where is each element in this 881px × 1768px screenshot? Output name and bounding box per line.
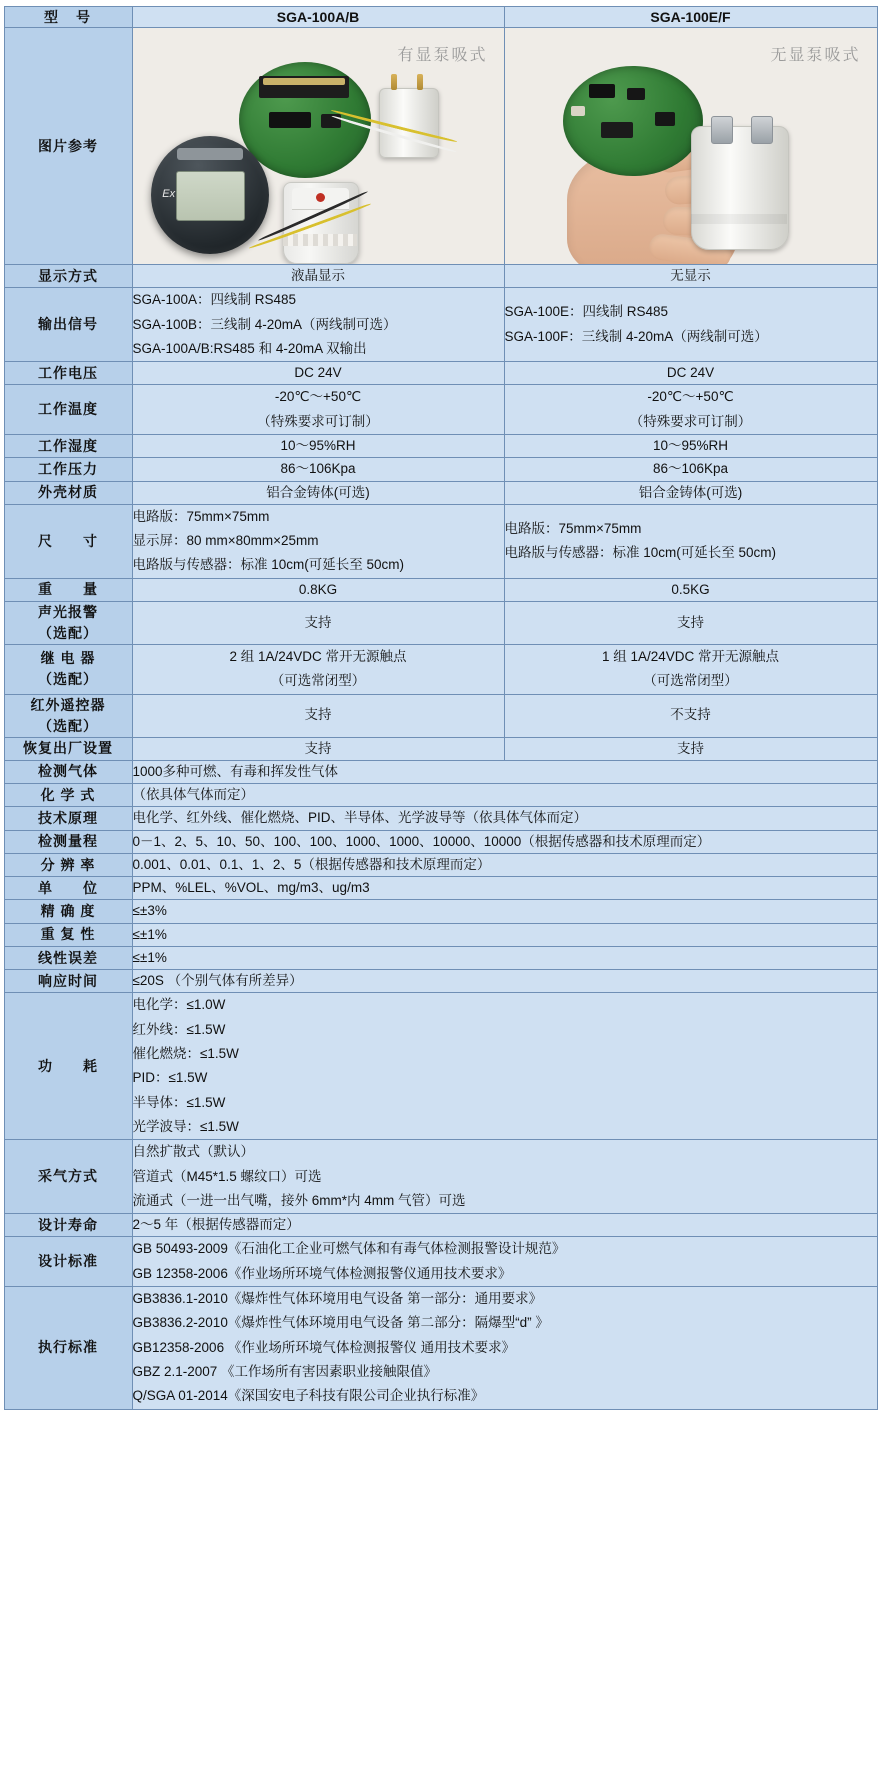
power-line-4: PID：≤1.5W: [132, 1070, 208, 1086]
row-temperature: [4, 385, 877, 435]
row-label-housing: 外壳材质: [4, 481, 132, 504]
row-factory-reset: [4, 737, 877, 760]
resolution-value: 0.001、0.01、0.1、1、2、5（根据传感器和技术原理而定）: [132, 853, 877, 876]
row-label-ir-remote-line1: 红外遥控器: [30, 696, 106, 713]
linearity-value: ≤±1%: [132, 946, 877, 969]
product-photo-a-b: Ex 有显泵吸式: [133, 28, 504, 264]
temperature-ab-line2: （特殊要求可订制）: [257, 413, 379, 429]
row-label-ir-remote: [4, 694, 132, 737]
photo-cell-left: [132, 28, 504, 265]
row-label-voltage: 工作电压: [4, 362, 132, 385]
dimensions-ef: [504, 504, 877, 578]
design-standard-line-1: GB 50493-2009《石油化工企业可燃气体和有毒气体检测报警设计规范》: [132, 1241, 566, 1257]
row-label-output-signal: 输出信号: [4, 288, 132, 362]
technology-value: 电化学、红外线、催化燃烧、PID、半导体、光学波导等（依具体气体而定）: [132, 807, 877, 830]
dimensions-ab-line1: 电路版：75mm×75mm: [132, 508, 270, 524]
output-signal-ef-line1: SGA-100E：四线制 RS485: [504, 304, 669, 320]
power-consumption-value: [132, 993, 877, 1140]
row-label-technology: 技术原理: [4, 807, 132, 830]
header-model-1: SGA-100A/B: [132, 7, 504, 28]
row-housing: [4, 481, 877, 504]
output-signal-ef-line2: SGA-100F：三线制 4-20mA（两线制可选）: [504, 328, 768, 344]
row-label-design-life: 设计寿命: [4, 1214, 132, 1237]
audible-alarm-ab: 支持: [132, 601, 504, 644]
relay-ef-line2: （可选常闭型）: [643, 673, 738, 689]
row-label-design-standard: 设计标准: [4, 1237, 132, 1287]
row-label-relay: [4, 644, 132, 694]
dimensions-ab-line2: 显示屏：80 mm×80mm×25mm: [132, 533, 319, 549]
pressure-ef: 86～106Kpa: [504, 458, 877, 481]
row-label-unit: 单 位: [4, 877, 132, 900]
row-ir-remote: [4, 694, 877, 737]
weight-ab: 0.8KG: [132, 578, 504, 601]
factory-reset-ab: 支持: [132, 737, 504, 760]
row-range: [4, 830, 877, 853]
chemical-formula-value: （依具体气体而定）: [132, 784, 877, 807]
row-label-temperature: 工作温度: [4, 385, 132, 435]
temperature-ab-line1: -20℃～+50℃: [274, 389, 362, 405]
temperature-ef-line2: （特殊要求可订制）: [629, 413, 752, 429]
exec-standard-value: [132, 1287, 877, 1409]
housing-ef: 铝合金铸体(可选): [504, 481, 877, 504]
output-signal-ab-line1: SGA-100A：四线制 RS485: [132, 292, 297, 308]
sampling-line-3: 流通式（一进一出气嘴，接外 6mm*内 4mm 气管）可选: [132, 1192, 466, 1208]
power-line-5: 半导体：≤1.5W: [132, 1094, 226, 1110]
power-line-3: 催化燃烧：≤1.5W: [132, 1046, 239, 1062]
housing-ab: 铝合金铸体(可选): [132, 481, 504, 504]
weight-ef: 0.5KG: [504, 578, 877, 601]
exec-standard-line-3: GB12358-2006 《作业场所环境气体检测报警仪 通用技术要求》: [132, 1339, 516, 1355]
dimensions-ab: [132, 504, 504, 578]
row-label-audible-alarm-line2: （选配）: [38, 624, 98, 641]
row-repeatability: [4, 923, 877, 946]
temperature-ab: [132, 385, 504, 435]
sampling-method-value: [132, 1140, 877, 1214]
output-signal-ef: [504, 288, 877, 362]
row-label-accuracy: 精 确 度: [4, 900, 132, 923]
row-label-range: 检测量程: [4, 830, 132, 853]
header-label: 型 号: [4, 7, 132, 28]
pressure-ab: 86～106Kpa: [132, 458, 504, 481]
table-header-row: [4, 7, 877, 28]
row-label-audible-alarm: [4, 601, 132, 644]
design-standard-value: [132, 1237, 877, 1287]
photo-tag-right: 无显泵吸式: [770, 47, 861, 64]
photo-tag-left: 有显泵吸式: [397, 47, 488, 64]
row-relay: [4, 644, 877, 694]
row-unit: [4, 877, 877, 900]
voltage-ef: DC 24V: [504, 362, 877, 385]
row-label-sampling-method: 采气方式: [4, 1140, 132, 1214]
sampling-line-1: 自然扩散式（默认）: [132, 1144, 254, 1160]
row-label-detected-gas: 检测气体: [4, 760, 132, 783]
row-label-exec-standard: 执行标准: [4, 1287, 132, 1409]
dimensions-ab-line3: 电路版与传感器：标准 10cm(可延长至 50cm): [132, 557, 405, 573]
audible-alarm-ef: 支持: [504, 601, 877, 644]
relay-ab-line1: 2 组 1A/24VDC 常开无源触点: [229, 648, 407, 664]
row-label-humidity: 工作湿度: [4, 435, 132, 458]
row-weight: [4, 578, 877, 601]
range-value: 0－1、2、5、10、50、100、100、1000、1000、10000、10000（根据传感器和技术原理而定）: [132, 830, 877, 853]
temperature-ef-line1: -20℃～+50℃: [647, 389, 734, 405]
row-label-display-mode: 显示方式: [4, 265, 132, 288]
relay-ef-line1: 1 组 1A/24VDC 常开无源触点: [601, 648, 780, 664]
output-signal-ab: [132, 288, 504, 362]
display-mode-ab: 液晶显示: [132, 265, 504, 288]
row-detected-gas: [4, 760, 877, 783]
row-accuracy: [4, 900, 877, 923]
row-label-weight: 重 量: [4, 578, 132, 601]
photo-row: [4, 28, 877, 265]
row-voltage: [4, 362, 877, 385]
row-chemical-formula: [4, 784, 877, 807]
humidity-ef: 10～95%RH: [504, 435, 877, 458]
factory-reset-ef: 支持: [504, 737, 877, 760]
exec-standard-line-2: GB3836.2-2010《爆炸性气体环境用电气设备 第二部分：隔爆型“d” 》: [132, 1315, 549, 1331]
row-label-audible-alarm-line1: 声光报警: [38, 603, 98, 620]
relay-ab: [132, 644, 504, 694]
temperature-ef: [504, 385, 877, 435]
power-line-6: 光学波导：≤1.5W: [132, 1118, 239, 1134]
row-audible-alarm: [4, 601, 877, 644]
output-signal-ab-line3: SGA-100A/B:RS485 和 4-20mA 双输出: [132, 340, 367, 356]
row-label-relay-line2: （选配）: [38, 671, 98, 688]
exec-standard-line-5: Q/SGA 01-2014《深国安电子科技有限公司企业执行标准》: [132, 1388, 485, 1404]
row-linearity: [4, 946, 877, 969]
row-label-power-consumption: 功 耗: [4, 993, 132, 1140]
row-dimensions: [4, 504, 877, 578]
relay-ef: [504, 644, 877, 694]
row-label-repeatability: 重 复 性: [4, 923, 132, 946]
row-pressure: [4, 458, 877, 481]
row-label-photo: 图片参考: [4, 28, 132, 265]
detected-gas-value: 1000多种可燃、有毒和挥发性气体: [132, 760, 877, 783]
row-label-linearity: 线性误差: [4, 946, 132, 969]
repeatability-value: ≤±1%: [132, 923, 877, 946]
photo-cell-right: [504, 28, 877, 265]
relay-ab-line2: （可选常闭型）: [270, 673, 366, 689]
row-label-pressure: 工作压力: [4, 458, 132, 481]
row-label-chemical-formula: 化 学 式: [4, 784, 132, 807]
ir-remote-ef: 不支持: [504, 694, 877, 737]
row-design-standard: [4, 1237, 877, 1287]
product-photo-e-f: [505, 28, 877, 264]
row-label-response-time: 响应时间: [4, 970, 132, 993]
exec-standard-line-1: GB3836.1-2010《爆炸性气体环境用电气设备 第一部分：通用要求》: [132, 1291, 543, 1307]
output-signal-ab-line2: SGA-100B：三线制 4-20mA（两线制可选）: [132, 316, 397, 332]
power-line-2: 红外线：≤1.5W: [132, 1021, 226, 1037]
dimensions-ef-line2: 电路版与传感器：标准 10cm(可延长至 50cm): [504, 545, 777, 561]
row-design-life: [4, 1214, 877, 1237]
row-label-relay-line1: 继 电 器: [40, 650, 96, 667]
ir-remote-ab: 支持: [132, 694, 504, 737]
unit-value: PPM、%LEL、%VOL、mg/m3、ug/m3: [132, 877, 877, 900]
row-resolution: [4, 853, 877, 876]
row-label-resolution: 分 辨 率: [4, 853, 132, 876]
row-response-time: [4, 970, 877, 993]
sampling-line-2: 管道式（M45*1.5 螺纹口）可选: [132, 1168, 322, 1184]
row-exec-standard: [4, 1287, 877, 1409]
accuracy-value: ≤±3%: [132, 900, 877, 923]
design-standard-line-2: GB 12358-2006《作业场所环境气体检测报警仪通用技术要求》: [132, 1265, 512, 1281]
display-mode-ef: 无显示: [504, 265, 877, 288]
humidity-ab: 10～95%RH: [132, 435, 504, 458]
dimensions-ef-line1: 电路版：75mm×75mm: [504, 520, 642, 536]
header-model-2: SGA-100E/F: [504, 7, 877, 28]
row-technology: [4, 807, 877, 830]
row-display-mode: [4, 265, 877, 288]
row-humidity: [4, 435, 877, 458]
power-line-1: 电化学：≤1.0W: [132, 997, 226, 1013]
row-label-dimensions: 尺 寸: [4, 504, 132, 578]
exec-standard-line-4: GBZ 2.1-2007 《工作场所有害因素职业接触限值》: [132, 1363, 438, 1379]
row-output-signal: [4, 288, 877, 362]
response-time-value: ≤20S （个别气体有所差异）: [132, 970, 877, 993]
row-label-ir-remote-line2: （选配）: [38, 717, 98, 734]
row-power-consumption: [4, 993, 877, 1140]
specification-table: [4, 6, 878, 1410]
voltage-ab: DC 24V: [132, 362, 504, 385]
row-label-factory-reset: 恢复出厂设置: [4, 737, 132, 760]
design-life-value: 2～5 年（根据传感器而定）: [132, 1214, 877, 1237]
row-sampling-method: [4, 1140, 877, 1214]
